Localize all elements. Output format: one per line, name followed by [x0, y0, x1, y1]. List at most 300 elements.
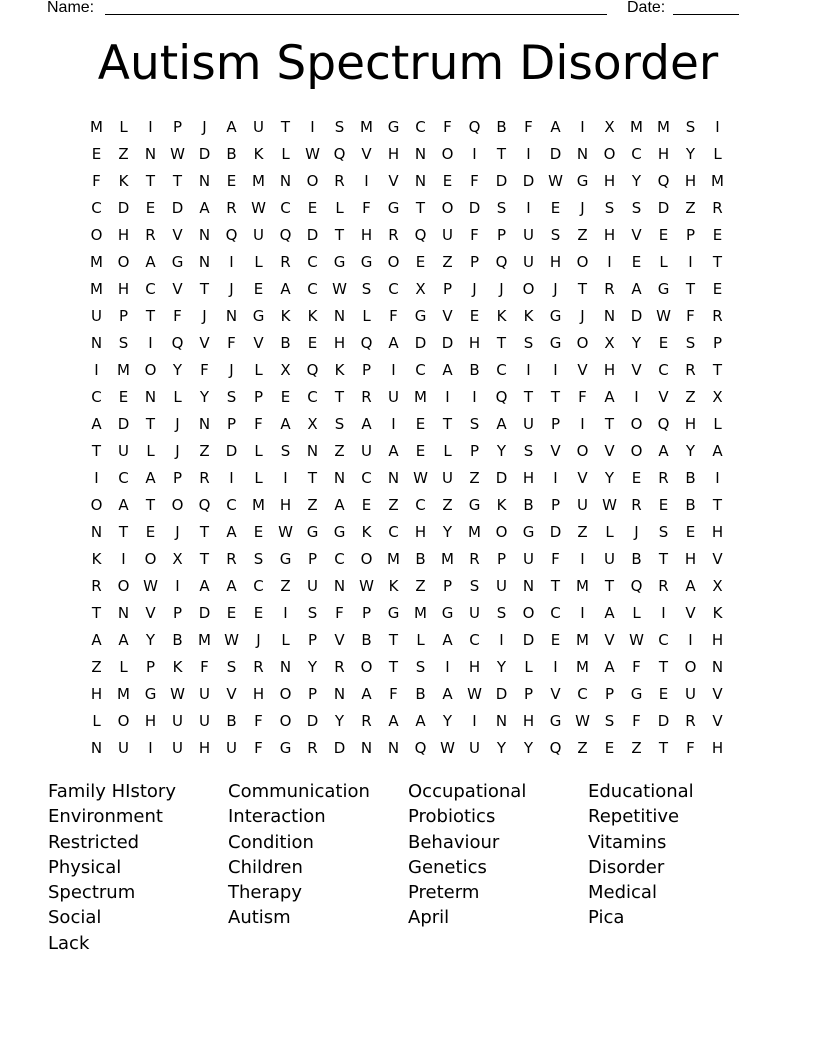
grid-letter: T [577, 280, 588, 298]
grid-letter: I [391, 415, 396, 433]
grid-letter: Z [334, 442, 345, 460]
grid-letter: Z [631, 739, 642, 757]
grid-letter: A [361, 685, 372, 703]
grid-letter: E [469, 307, 480, 325]
grid-letter: K [91, 550, 102, 568]
grid-letter: A [280, 280, 291, 298]
grid-letter: U [604, 550, 615, 568]
grid-letter: O [576, 253, 589, 271]
grid-letter: P [469, 253, 480, 271]
grid-letter: R [280, 253, 291, 271]
grid-letter: M [387, 550, 400, 568]
grid-letter: G [333, 523, 346, 541]
grid-letter: U [442, 469, 453, 487]
grid-letter: M [468, 523, 481, 541]
grid-letter: P [550, 496, 561, 514]
grid-letter: K [172, 658, 183, 676]
grid-letter: L [713, 415, 722, 433]
grid-letter: C [307, 253, 318, 271]
grid-letter: A [226, 523, 237, 541]
grid-letter: Q [495, 253, 508, 271]
grid-letter: A [280, 415, 291, 433]
grid-letter: N [414, 145, 427, 163]
grid-letter: Q [279, 226, 292, 244]
grid-letter: D [171, 199, 184, 217]
grid-letter: O [360, 658, 373, 676]
grid-letter: W [170, 145, 185, 163]
grid-letter: C [91, 388, 102, 406]
grid-letter: Y [631, 172, 642, 190]
grid-letter: I [526, 361, 531, 379]
grid-letter: N [576, 145, 589, 163]
grid-letter: D [549, 523, 562, 541]
grid-letter: S [226, 658, 237, 676]
grid-letter: N [387, 469, 400, 487]
grid-letter: E [361, 496, 372, 514]
grid-letter: O [522, 280, 535, 298]
grid-letter: X [712, 577, 723, 595]
grid-letter: N [333, 307, 346, 325]
grid-letter: O [117, 577, 130, 595]
grid-letter: O [171, 496, 184, 514]
grid-letter: B [685, 469, 696, 487]
grid-letter: E [145, 523, 156, 541]
grid-letter: I [553, 361, 558, 379]
grid-letter: H [117, 280, 130, 298]
grid-letter: A [442, 685, 453, 703]
grid-letter: B [523, 496, 534, 514]
grid-letter: W [602, 496, 617, 514]
grid-letter: W [305, 145, 320, 163]
grid-letter: T [91, 604, 102, 622]
grid-letter: C [415, 118, 426, 136]
grid-letter: J [202, 118, 207, 136]
grid-letter: I [634, 388, 639, 406]
grid-letter: T [280, 118, 291, 136]
grid-letter: E [415, 253, 426, 271]
grid-letter: I [580, 415, 585, 433]
grid-letter: R [685, 361, 696, 379]
grid-letter: D [468, 199, 481, 217]
grid-letter: G [387, 604, 400, 622]
grid-letter: E [631, 253, 642, 271]
grid-letter: Z [577, 523, 588, 541]
grid-letter: O [360, 550, 373, 568]
grid-letter: L [254, 361, 263, 379]
grid-letter: Y [334, 712, 345, 730]
grid-letter: O [387, 253, 400, 271]
grid-letter: R [226, 199, 237, 217]
grid-letter: N [333, 685, 346, 703]
grid-letter: I [526, 199, 531, 217]
grid-letter: T [91, 442, 102, 460]
grid-letter: A [496, 415, 507, 433]
grid-letter: H [117, 226, 130, 244]
grid-letter: W [359, 577, 374, 595]
grid-letter: E [550, 199, 561, 217]
grid-letter: L [416, 631, 425, 649]
grid-letter: C [658, 361, 669, 379]
grid-letter: V [199, 334, 210, 352]
grid-letter: H [684, 550, 697, 568]
grid-letter: F [335, 604, 344, 622]
grid-letter: A [604, 658, 615, 676]
grid-letter: H [90, 685, 103, 703]
grid-letter: W [278, 523, 293, 541]
grid-letter: O [441, 145, 454, 163]
grid-letter: Q [225, 226, 238, 244]
grid-letter: T [658, 550, 669, 568]
grid-letter: F [470, 172, 479, 190]
grid-letter: D [306, 712, 319, 730]
grid-letter: N [333, 469, 346, 487]
grid-letter: P [307, 685, 318, 703]
grid-letter: F [200, 361, 209, 379]
grid-letter: N [225, 307, 238, 325]
grid-letter: K [523, 307, 534, 325]
word-list-item: Therapy [228, 882, 302, 904]
grid-letter: R [604, 280, 615, 298]
grid-letter: E [253, 523, 264, 541]
grid-letter: H [603, 172, 616, 190]
grid-letter: F [200, 658, 209, 676]
grid-letter: B [496, 118, 507, 136]
grid-letter: T [604, 415, 615, 433]
grid-letter: A [91, 631, 102, 649]
grid-letter: S [685, 118, 696, 136]
grid-letter: X [415, 280, 426, 298]
grid-letter: P [226, 415, 237, 433]
grid-letter: J [256, 631, 261, 649]
grid-letter: E [91, 145, 102, 163]
grid-letter: Y [307, 658, 318, 676]
grid-letter: E [307, 199, 318, 217]
grid-letter: H [684, 415, 697, 433]
grid-letter: R [253, 658, 264, 676]
grid-letter: H [252, 685, 265, 703]
grid-letter: K [712, 604, 723, 622]
grid-letter: Q [171, 334, 184, 352]
grid-letter: F [551, 550, 560, 568]
grid-letter: N [90, 739, 103, 757]
grid-letter: E [442, 172, 453, 190]
grid-letter: I [715, 469, 720, 487]
grid-letter: N [387, 739, 400, 757]
grid-letter: G [387, 199, 400, 217]
grid-letter: E [550, 631, 561, 649]
grid-letter: M [630, 118, 643, 136]
grid-letter: V [631, 361, 642, 379]
grid-letter: F [173, 307, 182, 325]
grid-letter: K [118, 172, 129, 190]
grid-letter: O [144, 361, 157, 379]
grid-letter: S [334, 118, 345, 136]
grid-letter: V [631, 226, 642, 244]
grid-letter: L [605, 523, 614, 541]
grid-letter: S [253, 550, 264, 568]
grid-letter: I [229, 469, 234, 487]
grid-letter: S [658, 523, 669, 541]
grid-letter: A [91, 415, 102, 433]
grid-letter: F [254, 415, 263, 433]
grid-letter: A [442, 361, 453, 379]
grid-letter: L [659, 253, 668, 271]
grid-letter: R [361, 712, 372, 730]
grid-letter: Y [685, 145, 696, 163]
grid-letter: S [604, 199, 615, 217]
grid-letter: I [391, 361, 396, 379]
grid-letter: Y [496, 442, 507, 460]
grid-letter: V [577, 469, 588, 487]
grid-letter: C [145, 280, 156, 298]
grid-letter: O [630, 442, 643, 460]
grid-letter: D [630, 307, 643, 325]
grid-letter: L [254, 469, 263, 487]
grid-letter: P [604, 685, 615, 703]
grid-letter: M [252, 172, 265, 190]
grid-letter: C [577, 685, 588, 703]
grid-letter: O [684, 658, 697, 676]
grid-letter: R [712, 199, 723, 217]
grid-letter: Z [577, 739, 588, 757]
grid-letter: P [469, 442, 480, 460]
grid-letter: T [496, 334, 507, 352]
grid-letter: O [576, 442, 589, 460]
grid-letter: T [145, 496, 156, 514]
grid-letter: L [254, 253, 263, 271]
grid-letter: N [360, 739, 373, 757]
word-list-item: Environment [48, 806, 163, 828]
grid-letter: N [603, 307, 616, 325]
grid-letter: L [281, 145, 290, 163]
grid-letter: P [712, 334, 723, 352]
grid-letter: H [333, 334, 346, 352]
word-list-item: Spectrum [48, 882, 136, 904]
grid-letter: V [712, 712, 723, 730]
grid-letter: F [470, 226, 479, 244]
grid-letter: D [657, 199, 670, 217]
grid-letter: M [90, 253, 103, 271]
grid-letter: I [445, 658, 450, 676]
grid-letter: C [469, 631, 480, 649]
grid-letter: U [226, 739, 237, 757]
grid-letter: I [553, 658, 558, 676]
grid-letter: U [91, 307, 102, 325]
grid-letter: U [685, 685, 696, 703]
grid-letter: A [712, 442, 723, 460]
grid-letter: I [526, 145, 531, 163]
grid-letter: T [307, 469, 318, 487]
grid-letter: Y [442, 523, 453, 541]
grid-letter: S [631, 199, 642, 217]
grid-letter: M [117, 685, 130, 703]
word-list-item: Autism [228, 907, 291, 929]
grid-letter: F [254, 712, 263, 730]
grid-letter: G [549, 334, 562, 352]
grid-letter: R [685, 712, 696, 730]
grid-letter: D [198, 145, 211, 163]
grid-letter: Z [118, 145, 129, 163]
grid-letter: L [524, 658, 533, 676]
grid-letter: L [92, 712, 101, 730]
grid-letter: M [657, 118, 670, 136]
grid-letter: D [414, 334, 427, 352]
grid-letter: G [549, 307, 562, 325]
word-list-item: Medical [588, 882, 657, 904]
grid-letter: P [172, 118, 183, 136]
word-list-column [588, 779, 768, 956]
grid-letter: A [604, 604, 615, 622]
grid-letter: W [251, 199, 266, 217]
grid-letter: F [632, 712, 641, 730]
grid-letter: Z [199, 442, 210, 460]
grid-letter: G [468, 496, 481, 514]
grid-letter: M [117, 361, 130, 379]
grid-letter: L [443, 442, 452, 460]
grid-letter: E [307, 334, 318, 352]
grid-letter: G [441, 604, 454, 622]
grid-letter: T [658, 658, 669, 676]
grid-letter: P [550, 415, 561, 433]
grid-letter: Z [307, 496, 318, 514]
grid-letter: D [117, 415, 130, 433]
grid-letter: H [522, 712, 535, 730]
grid-letter: Q [657, 415, 670, 433]
grid-letter: S [415, 658, 426, 676]
grid-letter: M [360, 118, 373, 136]
grid-letter: X [172, 550, 183, 568]
grid-letter: N [306, 442, 319, 460]
grid-letter: U [253, 118, 264, 136]
grid-letter: O [603, 145, 616, 163]
grid-letter: I [148, 739, 153, 757]
grid-letter: U [442, 226, 453, 244]
grid-letter: I [580, 604, 585, 622]
grid-letter: Y [145, 631, 156, 649]
grid-letter: U [469, 604, 480, 622]
grid-letter: U [253, 226, 264, 244]
word-list-column [48, 779, 228, 956]
grid-letter: E [415, 415, 426, 433]
grid-letter: D [495, 685, 508, 703]
grid-letter: B [361, 631, 372, 649]
grid-letter: K [361, 523, 372, 541]
grid-letter: V [334, 631, 345, 649]
grid-letter: S [334, 415, 345, 433]
grid-letter: B [280, 334, 291, 352]
grid-letter: Q [198, 496, 211, 514]
word-list-item: Educational [588, 781, 694, 802]
grid-letter: Q [630, 577, 643, 595]
grid-letter: V [685, 604, 696, 622]
grid-letter: M [198, 631, 211, 649]
grid-letter: U [361, 442, 372, 460]
word-list-item: Repetitive [588, 806, 680, 828]
grid-letter: V [145, 604, 156, 622]
grid-letter: E [712, 226, 723, 244]
grid-letter: T [442, 415, 453, 433]
grid-letter: X [712, 388, 723, 406]
grid-letter: Y [523, 739, 534, 757]
grid-letter: O [522, 604, 535, 622]
grid-letter: Z [469, 469, 480, 487]
grid-letter: S [496, 604, 507, 622]
grid-letter: R [712, 307, 723, 325]
grid-letter: D [522, 172, 535, 190]
grid-letter: T [172, 172, 183, 190]
grid-letter: R [199, 469, 210, 487]
grid-letter: Y [604, 469, 615, 487]
grid-letter: O [90, 226, 103, 244]
grid-letter: G [414, 307, 427, 325]
grid-letter: I [688, 631, 693, 649]
grid-letter: R [307, 739, 318, 757]
grid-letter: I [283, 604, 288, 622]
word-list-item: Communication [228, 781, 370, 802]
grid-letter: S [550, 226, 561, 244]
grid-letter: B [631, 550, 642, 568]
grid-letter: C [118, 469, 129, 487]
grid-letter: T [415, 199, 426, 217]
grid-letter: N [90, 523, 103, 541]
grid-letter: Y [631, 334, 642, 352]
grid-letter: A [118, 496, 129, 514]
grid-letter: J [229, 361, 234, 379]
grid-letter: W [629, 631, 644, 649]
grid-letter: C [631, 145, 642, 163]
grid-letter: N [198, 253, 211, 271]
grid-letter: I [94, 469, 99, 487]
grid-letter: Q [414, 739, 427, 757]
grid-letter: M [414, 388, 427, 406]
grid-letter: P [307, 550, 318, 568]
grid-letter: R [658, 577, 669, 595]
grid-letter: S [469, 577, 480, 595]
grid-letter: I [94, 361, 99, 379]
grid-letter: N [414, 172, 427, 190]
grid-letter: N [144, 145, 157, 163]
word-list-item: Physical [48, 856, 122, 878]
grid-letter: N [279, 658, 292, 676]
grid-letter: K [307, 307, 318, 325]
grid-letter: E [253, 280, 264, 298]
grid-letter: F [686, 739, 695, 757]
grid-letter: V [361, 145, 372, 163]
grid-letter: F [524, 118, 533, 136]
grid-letter: P [172, 604, 183, 622]
grid-letter: S [361, 280, 372, 298]
grid-letter: H [279, 496, 292, 514]
grid-letter: R [469, 550, 480, 568]
grid-letter: N [522, 577, 535, 595]
grid-letter: P [523, 685, 534, 703]
grid-letter: I [229, 253, 234, 271]
grid-letter: I [661, 604, 666, 622]
grid-letter: D [441, 334, 454, 352]
grid-letter: B [415, 685, 426, 703]
grid-letter: B [172, 631, 183, 649]
grid-letter: R [145, 226, 156, 244]
grid-letter: U [577, 496, 588, 514]
grid-letter: R [226, 550, 237, 568]
grid-letter: I [148, 334, 153, 352]
grid-letter: A [145, 253, 156, 271]
word-list-item: Interaction [228, 806, 326, 828]
grid-letter: X [604, 118, 615, 136]
grid-letter: A [199, 199, 210, 217]
grid-letter: L [281, 631, 290, 649]
grid-letter: A [226, 118, 237, 136]
